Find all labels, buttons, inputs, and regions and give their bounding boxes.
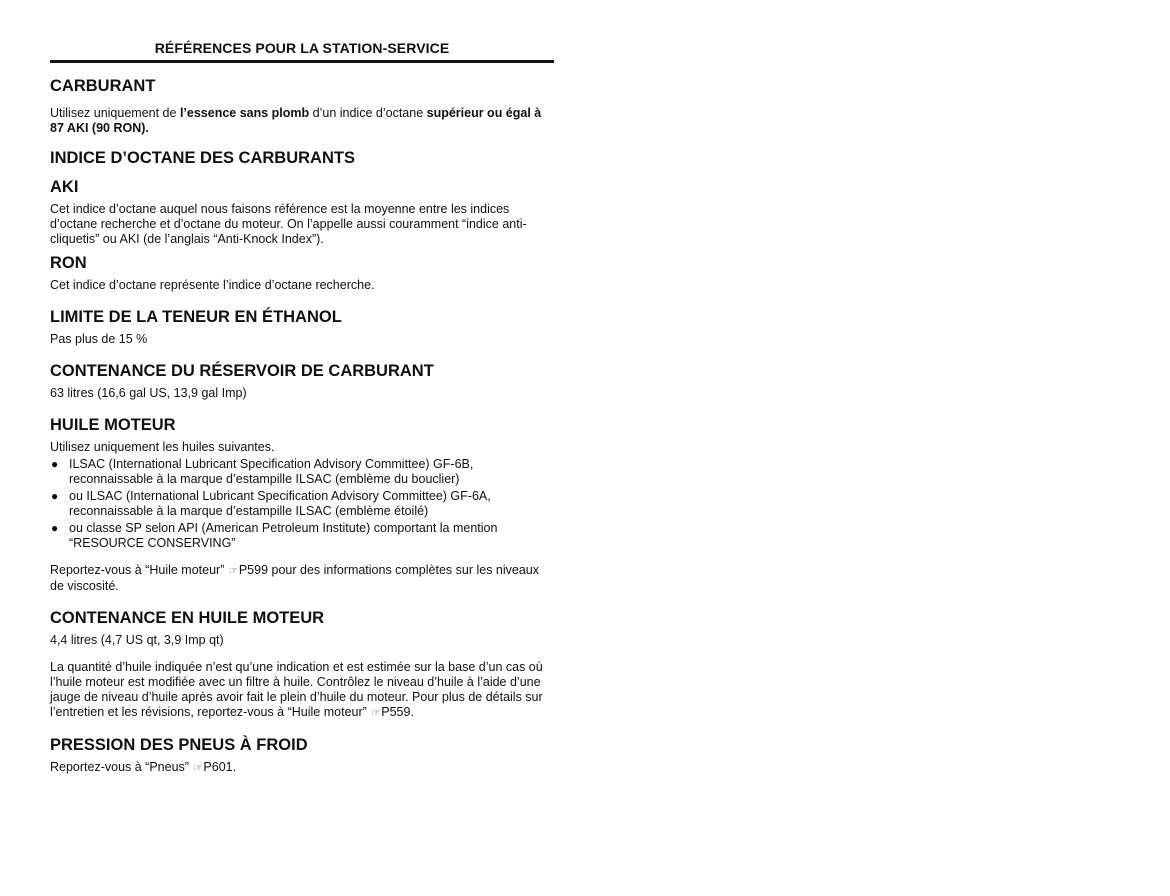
heading-ron: RON — [50, 254, 87, 272]
bullet-text: ou ILSAC (International Lubricant Specification Advisory Committee) GF-6A, reconnaissable à la marque d’estampille ILSAC (emblème étoilé) — [69, 489, 491, 518]
oil-note-page[interactable]: P559. — [381, 705, 414, 719]
carburant-text-2: d’un indice d’octane — [309, 106, 427, 120]
oil-note-text: La quantité d’huile indiquée n’est qu’une indication et est estimée sur la base d’un cas où l’huile moteur est modifiée avec un filtre à huile. Contrôlez le niveau d’huile à l’aide d’une jauge de niveau d’huile après avoir fait le plein d’huile du moteur. Pour plus de détails sur l’entretien et les révisions, reportez-vous à “Huile moteur” — [50, 660, 543, 719]
oil-ref-after: pour des informations complètes sur les niveaux de viscosité. — [50, 563, 539, 593]
bullet-text: ou classe SP selon API (American Petroleum Institute) comportant la mention “RESOURCE CONSERVING” — [69, 521, 498, 550]
page — [50, 0, 554, 776]
paragraph-carburant — [50, 106, 554, 136]
carburant-bold-2: supérieur ou égal à 87 AKI (90 RON). — [50, 106, 542, 135]
tires-text: Reportez-vous à “Pneus” — [50, 760, 193, 774]
oil-bullet-list — [50, 457, 554, 551]
heading-tank: CONTENANCE DU RÉSERVOIR DE CARBURANT — [50, 362, 434, 380]
carburant-text-1: Utilisez uniquement de — [50, 106, 180, 120]
carburant-bold-1: l’essence sans plomb — [179, 106, 310, 120]
reference-hand-icon: ☞ — [371, 708, 381, 719]
heading-tires: PRESSION DES PNEUS À FROID — [50, 736, 308, 754]
paragraph-ron: Cet indice d’octane représente l’indice d’octane recherche. — [50, 278, 375, 292]
paragraph-oil-reference — [50, 563, 554, 594]
paragraph-oil-note — [50, 660, 554, 721]
bullet-icon: ● — [51, 489, 59, 503]
heading-oil-capacity: CONTENANCE EN HUILE MOTEUR — [50, 609, 325, 627]
list-item — [50, 521, 554, 551]
page-header-title: RÉFÉRENCES POUR LA STATION-SERVICE — [50, 40, 554, 63]
bullet-icon: ● — [51, 521, 59, 535]
paragraph-aki: Cet indice d’octane auquel nous faisons référence est la moyenne entre les indices d’octane recherche et d’octane du moteur. On l’appelle aussi couramment “indice anti-cliquetis” ou AKI (de l’anglais “Anti-Knock Index”). — [50, 202, 527, 246]
tires-page[interactable]: P601. — [203, 760, 237, 774]
oil-ref-before: Reportez-vous à “Huile moteur” — [50, 563, 228, 577]
paragraph-oil-intro: Utilisez uniquement les huiles suivantes. — [50, 440, 275, 454]
list-item — [50, 457, 554, 487]
paragraph-tank: 63 litres (16,6 gal US, 13,9 gal Imp) — [50, 386, 247, 400]
paragraph-ethanol: Pas plus de 15 % — [50, 332, 148, 346]
list-item — [50, 489, 554, 519]
oil-ref-page[interactable]: P599 — [238, 563, 269, 577]
reference-hand-icon: ☞ — [193, 763, 203, 774]
heading-octane: INDICE D’OCTANE DES CARBURANTS — [50, 149, 355, 167]
bullet-icon: ● — [51, 457, 59, 471]
paragraph-tires — [50, 760, 554, 776]
paragraph-oil-capacity: 4,4 litres (4,7 US qt, 3,9 Imp qt) — [50, 633, 224, 647]
reference-hand-icon: ☞ — [228, 566, 238, 577]
heading-aki: AKI — [50, 178, 79, 196]
bullet-text: ILSAC (International Lubricant Specification Advisory Committee) GF-6B, reconnaissable à la marque d’estampille ILSAC (emblème du bouclier) — [69, 457, 474, 486]
heading-oil: HUILE MOTEUR — [50, 416, 176, 434]
heading-ethanol: LIMITE DE LA TENEUR EN ÉTHANOL — [50, 308, 342, 326]
heading-carburant: CARBURANT — [50, 77, 156, 95]
